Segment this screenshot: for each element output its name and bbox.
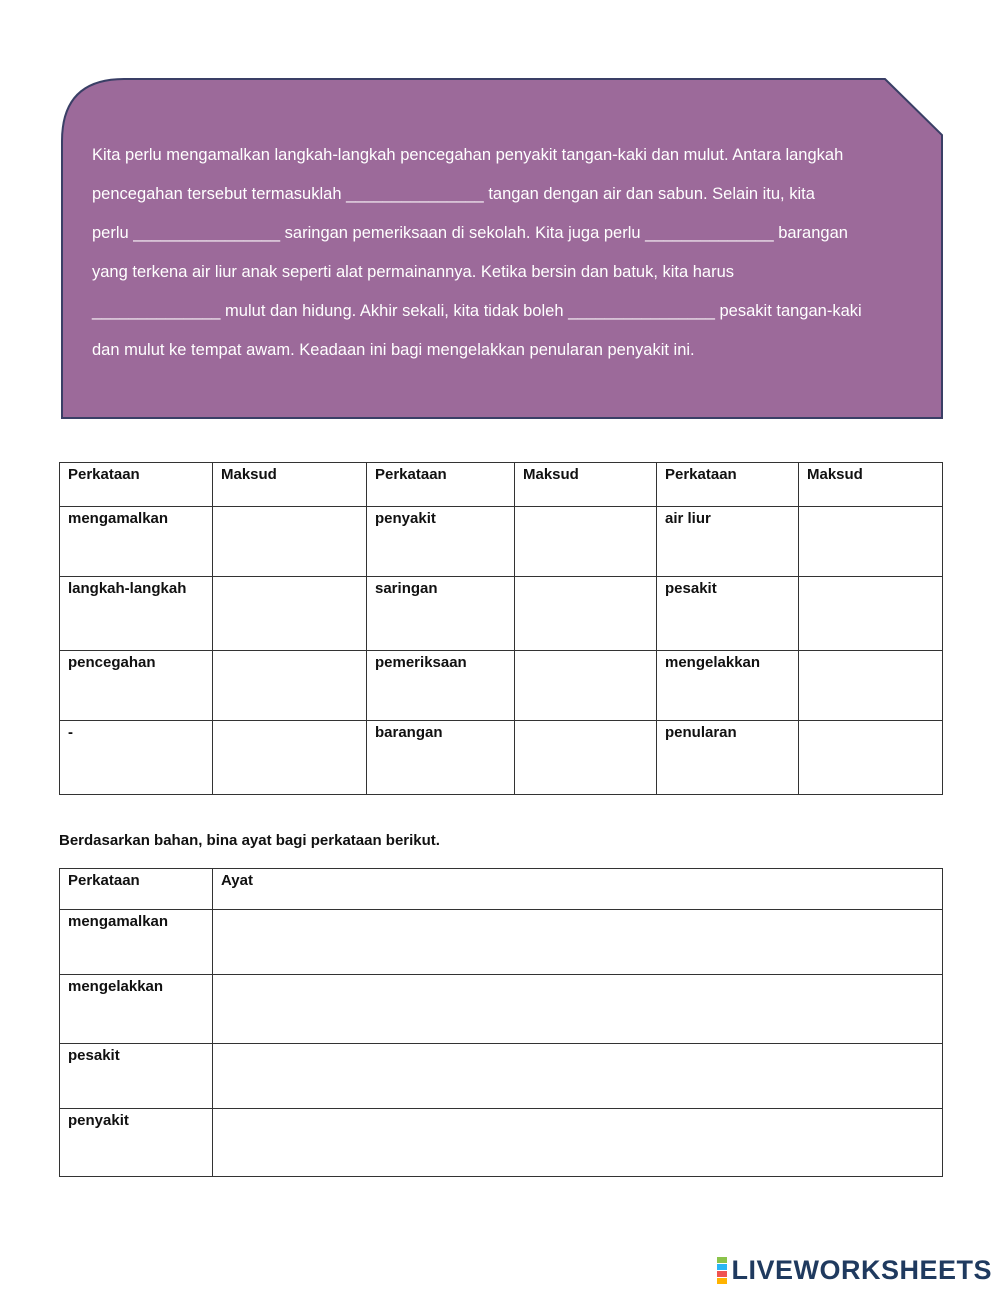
logo-block <box>717 1278 727 1284</box>
sentence-answer-cell[interactable] <box>213 1044 943 1109</box>
passage-text <box>92 136 912 370</box>
word-cell: pencegahan <box>60 651 213 721</box>
logo-block <box>717 1257 727 1263</box>
word-cell: - <box>60 721 213 795</box>
column-header: Perkataan <box>60 869 213 910</box>
logo-text: LIVEWORKSHEETS <box>731 1255 992 1285</box>
sentence-table <box>59 868 943 1177</box>
column-header: Perkataan <box>367 463 515 507</box>
table-header-row <box>60 463 943 507</box>
meaning-answer-cell[interactable] <box>515 721 657 795</box>
logo-blocks-icon <box>717 1257 727 1285</box>
column-header: Perkataan <box>657 463 799 507</box>
table-row <box>60 1044 943 1109</box>
meaning-answer-cell[interactable] <box>213 651 367 721</box>
instruction-text: Berdasarkan bahan, bina ayat bagi perkataan berikut. <box>59 832 440 849</box>
word-cell: pesakit <box>60 1044 213 1109</box>
passage-line: yang terkena air liur anak seperti alat permainannya. Ketika bersin dan batuk, kita harus <box>92 263 735 281</box>
meaning-answer-cell[interactable] <box>799 651 943 721</box>
vocabulary-table <box>59 462 943 795</box>
passage-line: perlu ________________ saringan pemeriksaan di sekolah. Kita juga perlu ______________ barangan <box>92 224 848 242</box>
word-cell: penyakit <box>60 1109 213 1177</box>
table-row <box>60 651 943 721</box>
meaning-answer-cell[interactable] <box>515 651 657 721</box>
table-row <box>60 910 943 975</box>
liveworksheets-logo <box>717 1255 992 1286</box>
logo-block <box>717 1264 727 1270</box>
table-row <box>60 507 943 577</box>
passage-line: pencegahan tersebut termasuklah _______________ tangan dengan air dan sabun. Selain itu, kita <box>92 185 815 203</box>
table-row <box>60 577 943 651</box>
meaning-answer-cell[interactable] <box>799 507 943 577</box>
meaning-answer-cell[interactable] <box>799 721 943 795</box>
word-cell: saringan <box>367 577 515 651</box>
meaning-answer-cell[interactable] <box>515 577 657 651</box>
table-row <box>60 1109 943 1177</box>
table-row <box>60 721 943 795</box>
sentence-answer-cell[interactable] <box>213 1109 943 1177</box>
word-cell: pesakit <box>657 577 799 651</box>
word-cell: penularan <box>657 721 799 795</box>
sentence-answer-cell[interactable] <box>213 975 943 1044</box>
passage-line: dan mulut ke tempat awam. Keadaan ini bagi mengelakkan penularan penyakit ini. <box>92 341 695 359</box>
word-cell: pemeriksaan <box>367 651 515 721</box>
word-cell: langkah-langkah <box>60 577 213 651</box>
table-row <box>60 975 943 1044</box>
column-header: Maksud <box>515 463 657 507</box>
meaning-answer-cell[interactable] <box>515 507 657 577</box>
meaning-answer-cell[interactable] <box>799 577 943 651</box>
word-cell: mengelakkan <box>60 975 213 1044</box>
column-header: Ayat <box>213 869 943 910</box>
meaning-answer-cell[interactable] <box>213 577 367 651</box>
column-header: Perkataan <box>60 463 213 507</box>
logo-block <box>717 1271 727 1277</box>
word-cell: barangan <box>367 721 515 795</box>
meaning-answer-cell[interactable] <box>213 507 367 577</box>
word-cell: mengamalkan <box>60 910 213 975</box>
column-header: Maksud <box>799 463 943 507</box>
word-cell: mengamalkan <box>60 507 213 577</box>
sentence-answer-cell[interactable] <box>213 910 943 975</box>
column-header: Maksud <box>213 463 367 507</box>
word-cell: penyakit <box>367 507 515 577</box>
word-cell: air liur <box>657 507 799 577</box>
passage-line: Kita perlu mengamalkan langkah-langkah pencegahan penyakit tangan-kaki dan mulut. Antara langkah <box>92 146 844 164</box>
meaning-answer-cell[interactable] <box>213 721 367 795</box>
table-header-row <box>60 869 943 910</box>
passage-line: ______________ mulut dan hidung. Akhir sekali, kita tidak boleh ________________ pesakit tangan-kaki <box>92 302 862 320</box>
word-cell: mengelakkan <box>657 651 799 721</box>
